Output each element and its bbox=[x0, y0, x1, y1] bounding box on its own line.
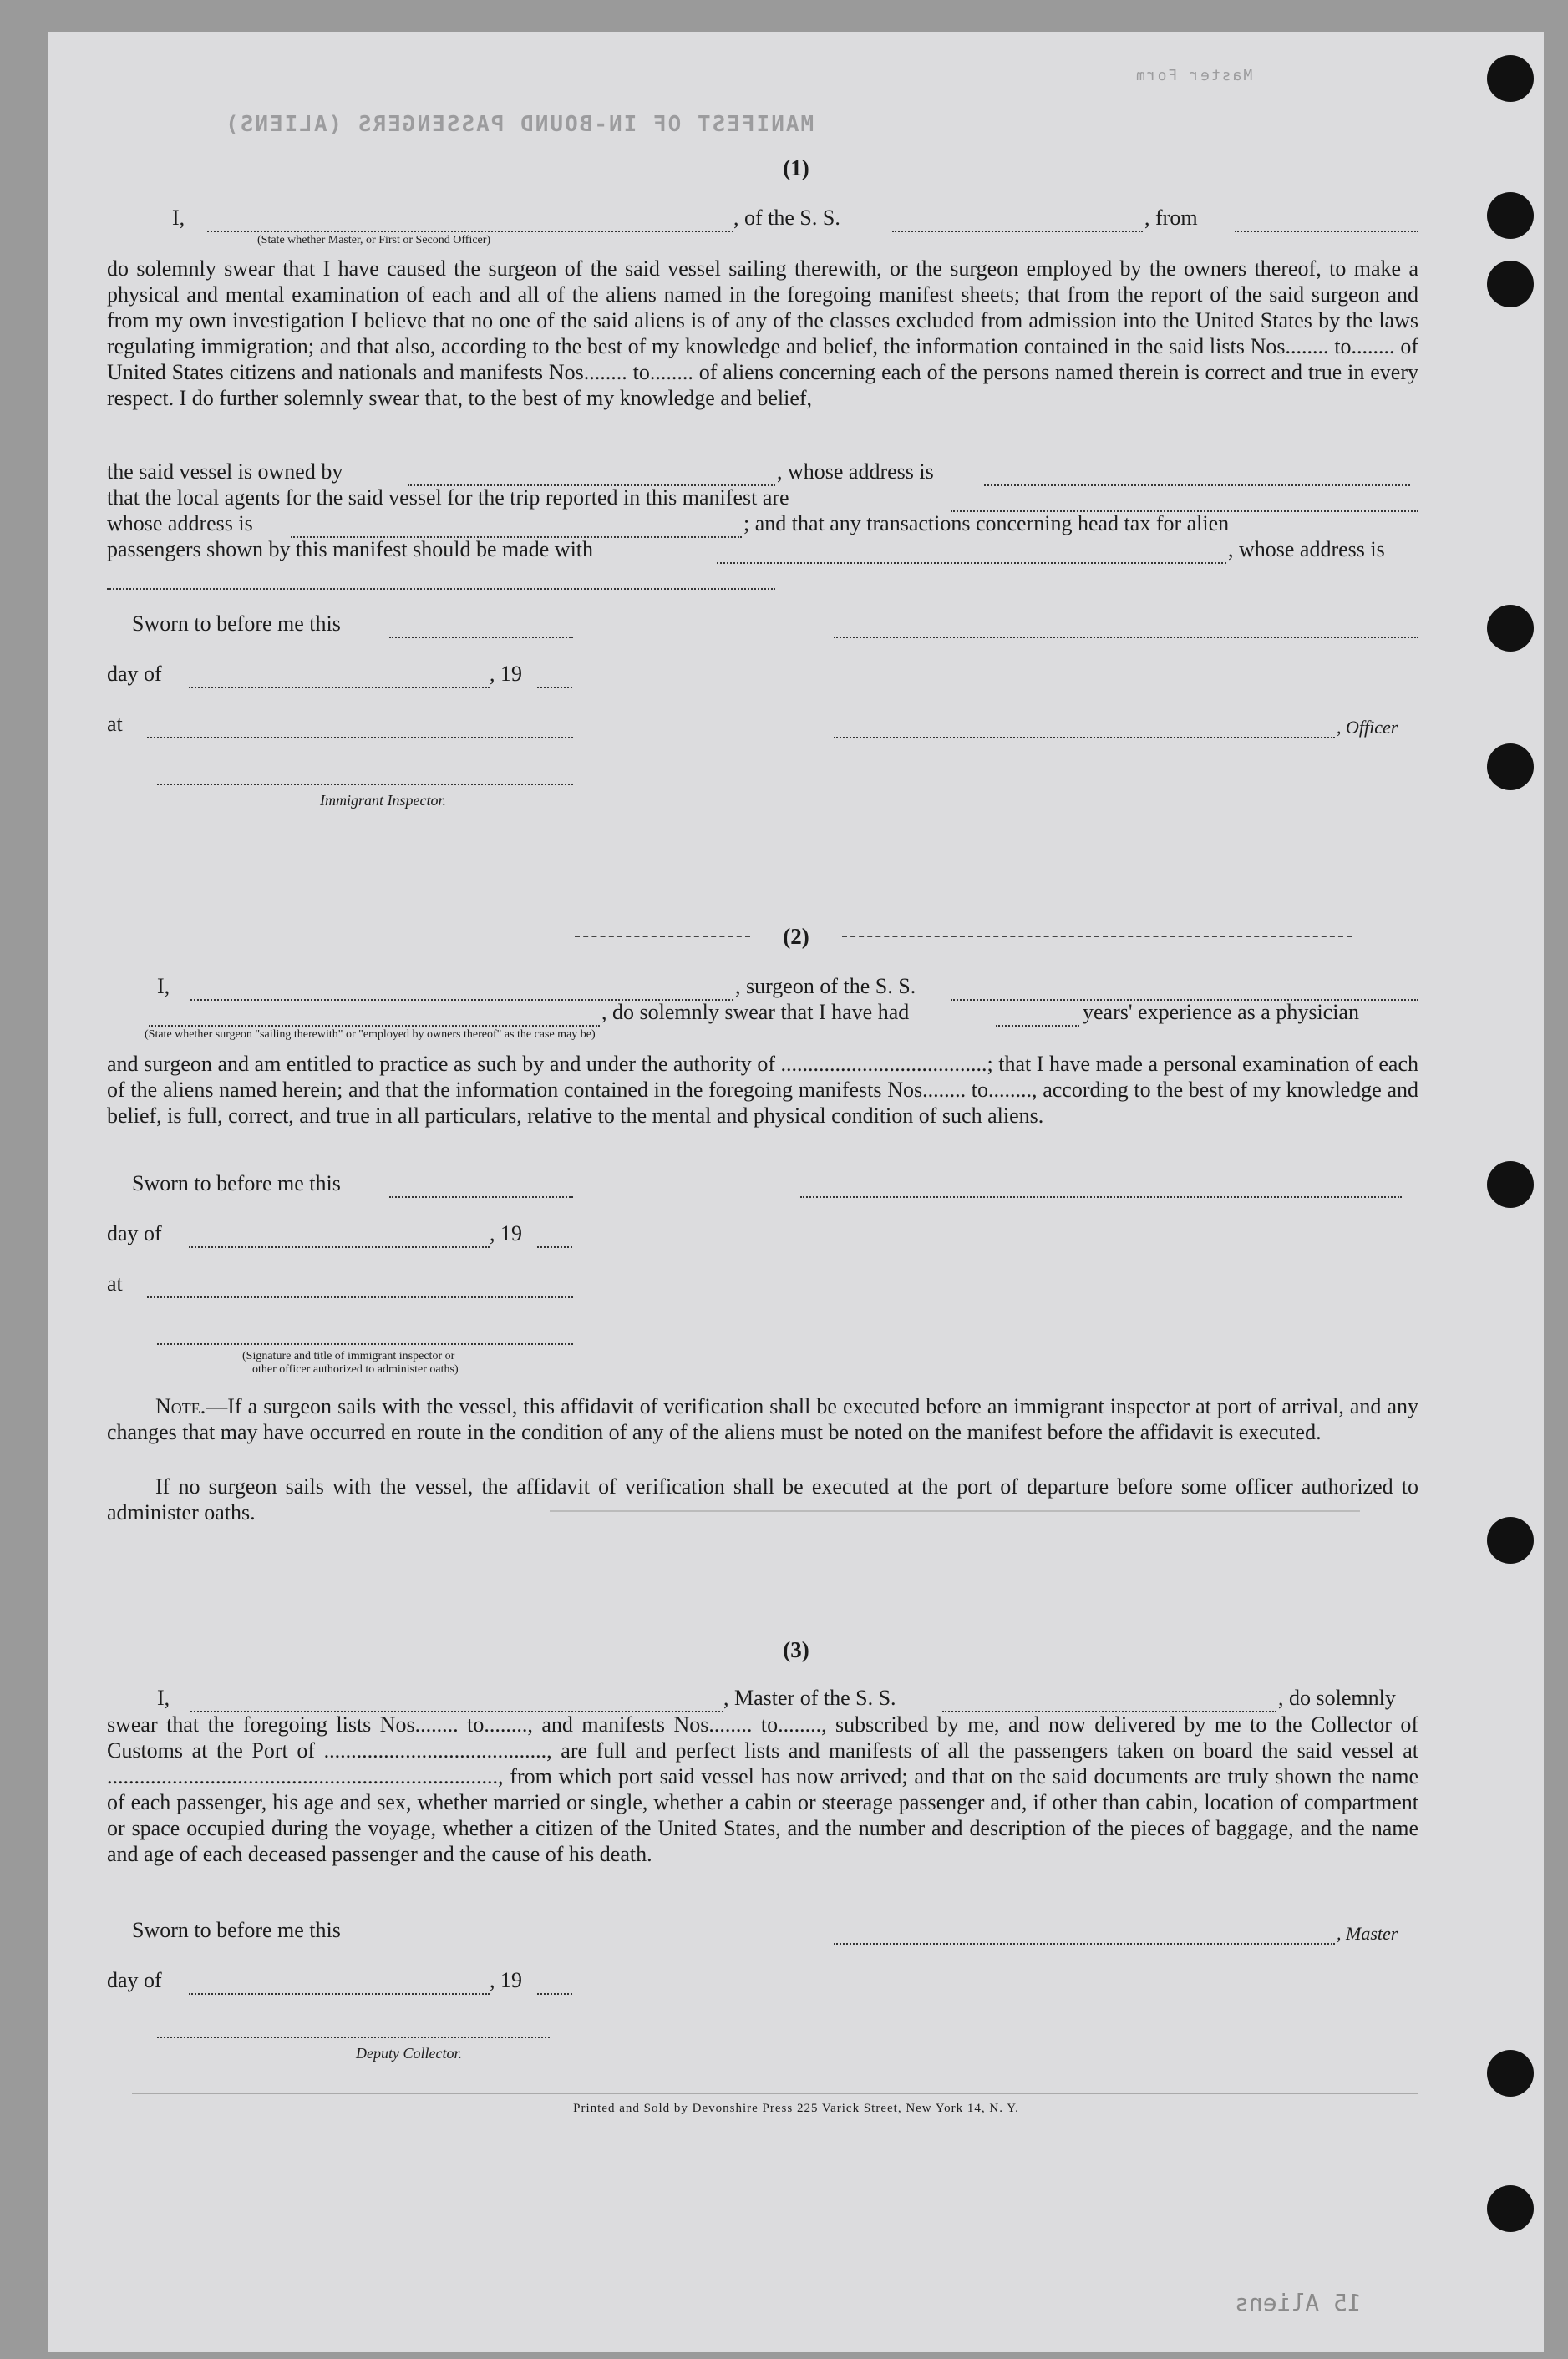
day-2-label: day of bbox=[107, 1221, 162, 1245]
ghost-title: MANIFEST OF IN-BOUND PASSENGERS (ALIENS) bbox=[224, 112, 814, 137]
binder-hole bbox=[1487, 1161, 1534, 1208]
note-label: Note. bbox=[155, 1394, 206, 1418]
sworn-2-field bbox=[389, 1196, 573, 1198]
master-ss-label: , Master of the S. S. bbox=[723, 1686, 896, 1710]
sworn-2-label: Sworn to before me this bbox=[132, 1171, 341, 1195]
binder-hole bbox=[1487, 192, 1534, 239]
section-3-dash bbox=[550, 1510, 1360, 1512]
master-label: , Master bbox=[1337, 1923, 1398, 1944]
sworn-1-field bbox=[389, 637, 573, 638]
officer-signature-line bbox=[834, 637, 1418, 638]
officer-hint: (State whether Master, or First or Second Officer) bbox=[257, 234, 491, 246]
at-2-label: at bbox=[107, 1271, 123, 1296]
officer-title-line bbox=[834, 737, 1335, 738]
head-tax-text: ; and that any transactions concerning head tax for alien bbox=[743, 511, 1230, 535]
section-2-body: and surgeon and am entitled to practice as such by and under the authority of ......................................; that I have made a personal examination of each of the aliens named herein; and that the information contained in the foregoing manifests Nos........ to........, according to the best of my knowledge and belief, is full, correct, and true in all particulars, relative to the mental and physical condition of such aliens. bbox=[107, 1052, 1418, 1128]
binder-hole bbox=[1487, 1517, 1534, 1564]
years-label: years' experience as a physician bbox=[1083, 1000, 1359, 1024]
head-tax-party-field bbox=[717, 562, 1226, 564]
day-1-label: day of bbox=[107, 662, 162, 686]
owner-address-label: , whose address is bbox=[777, 459, 934, 484]
sworn-1-label: Sworn to before me this bbox=[132, 611, 341, 636]
officer-title-field bbox=[207, 231, 733, 232]
binder-hole bbox=[1487, 605, 1534, 652]
surgeon-signature-line bbox=[800, 1196, 1402, 1198]
year-1-field bbox=[537, 687, 572, 688]
surgeon-status-field bbox=[149, 1025, 600, 1027]
agents-label: that the local agents for the said vessel for the trip reported in this manifest are bbox=[107, 485, 789, 510]
section-1-number: (1) bbox=[783, 155, 809, 180]
section-3-body: swear that the foregoing lists Nos........ to........, and manifests Nos........ to........, subscribed by me, and now delivered by me to the Collector of Customs at the Port of ........................................., are full and perfect lists and manifests of all the passengers taken on board the said vessel at ........................................................................, from which port said vessel has now arrived; and that on the said documents are truly shown the name of each passenger, his age and sex, whether married or single, whether a cabin or steerage passenger and, if other than cabin, location of compartment or space occupied during the voyage, whether a citizen of the United States, and the number and description of the pieces of baggage, and the name and age of each deceased passenger and the cause of his death. bbox=[107, 1712, 1418, 1866]
day-3-label: day of bbox=[107, 1968, 162, 1992]
passengers-address-field bbox=[107, 588, 775, 590]
day-1-field bbox=[189, 687, 490, 688]
footer-rule bbox=[132, 2093, 1418, 2094]
binder-hole bbox=[1487, 743, 1534, 790]
owner-address-field bbox=[984, 484, 1410, 486]
collector-signature-line bbox=[157, 2037, 550, 2038]
from-port-field bbox=[1235, 231, 1418, 232]
section-3-number: (3) bbox=[783, 1637, 809, 1662]
surgeon-ss-label: , surgeon of the S. S. bbox=[735, 974, 916, 998]
manifest-page bbox=[48, 32, 1544, 2352]
oath-1-i: I, bbox=[172, 205, 185, 230]
oath-2-i: I, bbox=[157, 974, 170, 998]
agents-address-label: whose address is bbox=[107, 511, 253, 535]
aliens-stamp: 15 Aliens bbox=[1235, 2289, 1362, 2316]
binder-hole bbox=[1487, 2050, 1534, 2097]
note-text-1: —If a surgeon sails with the vessel, this affidavit of verification shall be executed before an immigrant inspector at port of arrival, and any changes that may have occurred en route in the condition of any of the aliens must be noted on the manifest before the affidavit is executed. bbox=[107, 1394, 1418, 1444]
binder-hole bbox=[1487, 2185, 1534, 2232]
years-field bbox=[996, 1025, 1079, 1027]
year-2-field bbox=[537, 1246, 572, 1248]
binder-hole bbox=[1487, 261, 1534, 307]
note-paragraph-1 bbox=[107, 1393, 1418, 1445]
signature-hint-1: (Signature and title of immigrant inspector or bbox=[242, 1350, 455, 1362]
printer-credit: Printed and Sold by Devonshire Press 225 Varick Street, New York 14, N. Y. bbox=[573, 2102, 1019, 2115]
inspector-signature-line bbox=[157, 784, 573, 785]
inspector-2-signature-line bbox=[157, 1343, 573, 1345]
at-1-field bbox=[147, 737, 573, 738]
collector-label: Deputy Collector. bbox=[356, 2045, 462, 2062]
master-swear-label: , do solemnly bbox=[1278, 1686, 1396, 1710]
sworn-3-label: Sworn to before me this bbox=[132, 1918, 341, 1942]
year-1-label: , 19 bbox=[490, 662, 522, 686]
year-3-field bbox=[537, 1993, 572, 1995]
ghost-subtitle: Master Form bbox=[1134, 67, 1253, 84]
year-3-label: , 19 bbox=[490, 1968, 522, 1992]
vessel-name-field bbox=[892, 231, 1143, 232]
day-2-field bbox=[189, 1246, 490, 1248]
oath-3-i: I, bbox=[157, 1686, 170, 1710]
master-signature-line bbox=[834, 1943, 1335, 1945]
at-1-label: at bbox=[107, 712, 123, 736]
owned-by-label: the said vessel is owned by bbox=[107, 459, 343, 484]
note-paragraph-2: If no surgeon sails with the vessel, the affidavit of verification shall be executed at the port of departure before some officer authorized to administer oaths. bbox=[107, 1474, 1418, 1524]
passengers-label: passengers shown by this manifest should be made with bbox=[107, 537, 594, 561]
binder-hole bbox=[1487, 55, 1534, 102]
day-3-field bbox=[189, 1993, 490, 1995]
officer-label: , Officer bbox=[1337, 717, 1398, 738]
signature-hint-2: other officer authorized to administer oaths) bbox=[252, 1363, 459, 1376]
section-2-number: (2) bbox=[783, 924, 809, 949]
at-2-field bbox=[147, 1296, 573, 1298]
year-2-label: , 19 bbox=[490, 1221, 522, 1245]
surgeon-swear-label: , do solemnly swear that I have had bbox=[601, 1000, 910, 1024]
oath-1-ss: , of the S. S. bbox=[733, 205, 840, 230]
section-1-body: do solemnly swear that I have caused the surgeon of the said vessel sailing therewith, or the surgeon employed by the owners thereof, to make a physical and mental examination of each and all of the aliens named in the foregoing manifest sheets; that from the report of the said surgeon and from my own investigation I believe that no one of the said aliens is of any of the classes excluded from admission into the United States by the laws regulating immigration; and that also, according to the best of my knowledge and belief, the information contained in the said lists Nos........ to........ of United States citizens and nationals and manifests Nos........ to........ of aliens concerning each of the persons named therein is correct and true in every respect. I do further solemnly swear that, to the best of my knowledge and belief, bbox=[107, 256, 1418, 410]
inspector-label: Immigrant Inspector. bbox=[320, 792, 446, 809]
surgeon-status-hint: (State whether surgeon "sailing therewith" or "employed by owners thereof" as the case may be) bbox=[145, 1028, 596, 1041]
oath-1-from: , from bbox=[1144, 205, 1198, 230]
passengers-address-label: , whose address is bbox=[1228, 537, 1385, 561]
